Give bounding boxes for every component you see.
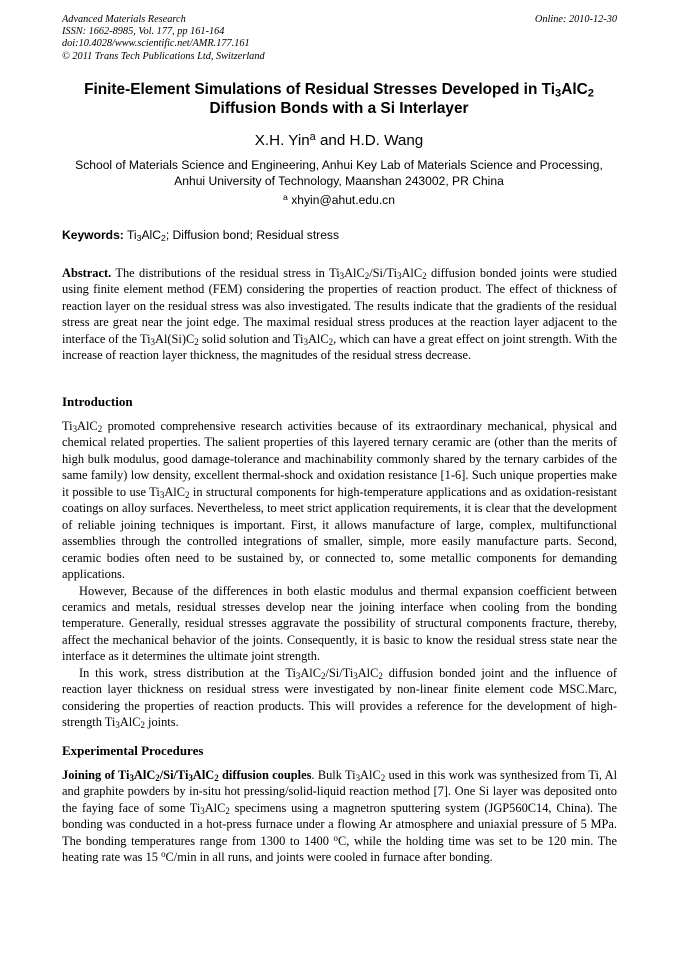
- section-heading-experimental: Experimental Procedures: [62, 743, 204, 758]
- affiliation: School of Materials Science and Engineering, Anhui Key Lab of Materials Science and Processing, Anhui University of Technology, Maanshan 243002, PR China: [75, 158, 603, 188]
- copyright: © 2011 Trans Tech Publications Ltd, Switzerland: [62, 50, 265, 62]
- abstract: Abstract. The distributions of the residual stress in $Ti_3AlC_2/Si/Ti_3AlC_2$ diffusion bonded joints were studied using finite element method (FEM) considering the properties of reaction product. The effect of thickness of reaction layer on the residual stress was also investigated. The results indicate that the gradients of the residual stress are great near the joint edge. The maximal residual stress produces at the reaction layer adjacent to the interface of the $Ti_3Al(Si)C_2$ solid solution and $Ti_3AlC_2$, which can have a great effect on joint strength. With the increase of reaction layer thickness, the magnitudes of the residual stress decrease.: [62, 266, 618, 363]
- introduction-text: $Ti_3AlC_2$ promoted comprehensive research activities because of its extraordinary mechanical, physical and chemical related properties. The salient properties of this layered ternary ceramic are (other than the merits of high bulk modulus, good damage-tolerance and machinability commonly shared by the ternary carbides of the same family) low density, excellent thermal-shock and oxidation resistance [1-6]. Such unique properties make it possible to use $Ti_3AlC_2$ in structural components for high-temperature applications and as oxidation-resistant coatings on alloy surfaces. Nevertheless, to meet strict application requirements, it is clear that the development of reliable joining techniques is important. First, it allows manufacture of large, complex, multifunctional assemblies through the controlled integrations of smaller, simple, more easily manufacture parts. Second, ceramic bodies often need to be sustained by, or connected to, some metallic components for demanding applications. However, Because of the differences in both elastic modulus and thermal expansion coefficient between ceramics and metals, residual stresses develop near the joining interface when cooling from the bonding temperature. Generally, residual stresses aggravate the possibility of structural components fracture, thereby, affect the mechanical behavior of the joints. Consequently, it is basic to know the residual stress state near the interface as it determines the ultimate joint strength. In this work, stress distribution at the $Ti_3AlC_2/Si/Ti_3AlC_2$ diffusion bonded joint and the influence of reaction layer thickness on residual stress were investigated by non-linear finite element code MSC.Marc, considering the properties of reaction products. This will provides a reference for the development of high-strength $Ti_3AlC_2$ joints.: [62, 419, 617, 731]
- experimental-text: Joining of $Ti_3AlC_2/Si/Ti_3AlC_2$ diffusion couples. Bulk $Ti_3AlC_2$ used in this work was synthesized from Ti, Al and graphite powders by in-situ hot pressing/solid-liquid reaction method [7]. One Si layer was deposited onto the faying face of some $Ti_3AlC_2$ specimens using a magnetron sputtering system (JGP560C14, China). The bonding was conducted in a hot-press furnace under a flowing Ar atmosphere and uniaxial pressure of 5 MPa. The bonding temperatures range from 1300 to 1400 $^o$C, while the holding time was set to be 120 min. The heating rate was 15 $^o$C/min in all runs, and joints were cooled in furnace after bonding.: [62, 768, 618, 865]
- journal-name: Advanced Materials Research: [62, 14, 186, 25]
- paper-title: Finite-Element Simulations of Residual Stresses Developed in $Ti_3AlC_2$ Diffusion Bonds with a Si Interlayer: [84, 81, 594, 117]
- authors: X.H. Yin$^a$ and H.D. Wang: [254, 131, 424, 149]
- issn: ISSN: 1662-8985, Vol. 177, pp 161-164: [62, 26, 225, 38]
- doi: doi:10.4028/www.scientific.net/AMR.177.161: [62, 38, 250, 50]
- section-heading-introduction: Introduction: [62, 394, 133, 409]
- journal-header: [62, 14, 617, 63]
- online-date: Online: 2010-12-30: [534, 14, 617, 25]
- email: $^a$ xhyin@ahut.edu.cn: [283, 192, 395, 207]
- keywords: Keywords: $Ti_3AlC_2$; Diffusion bond; Residual stress: [62, 228, 340, 243]
